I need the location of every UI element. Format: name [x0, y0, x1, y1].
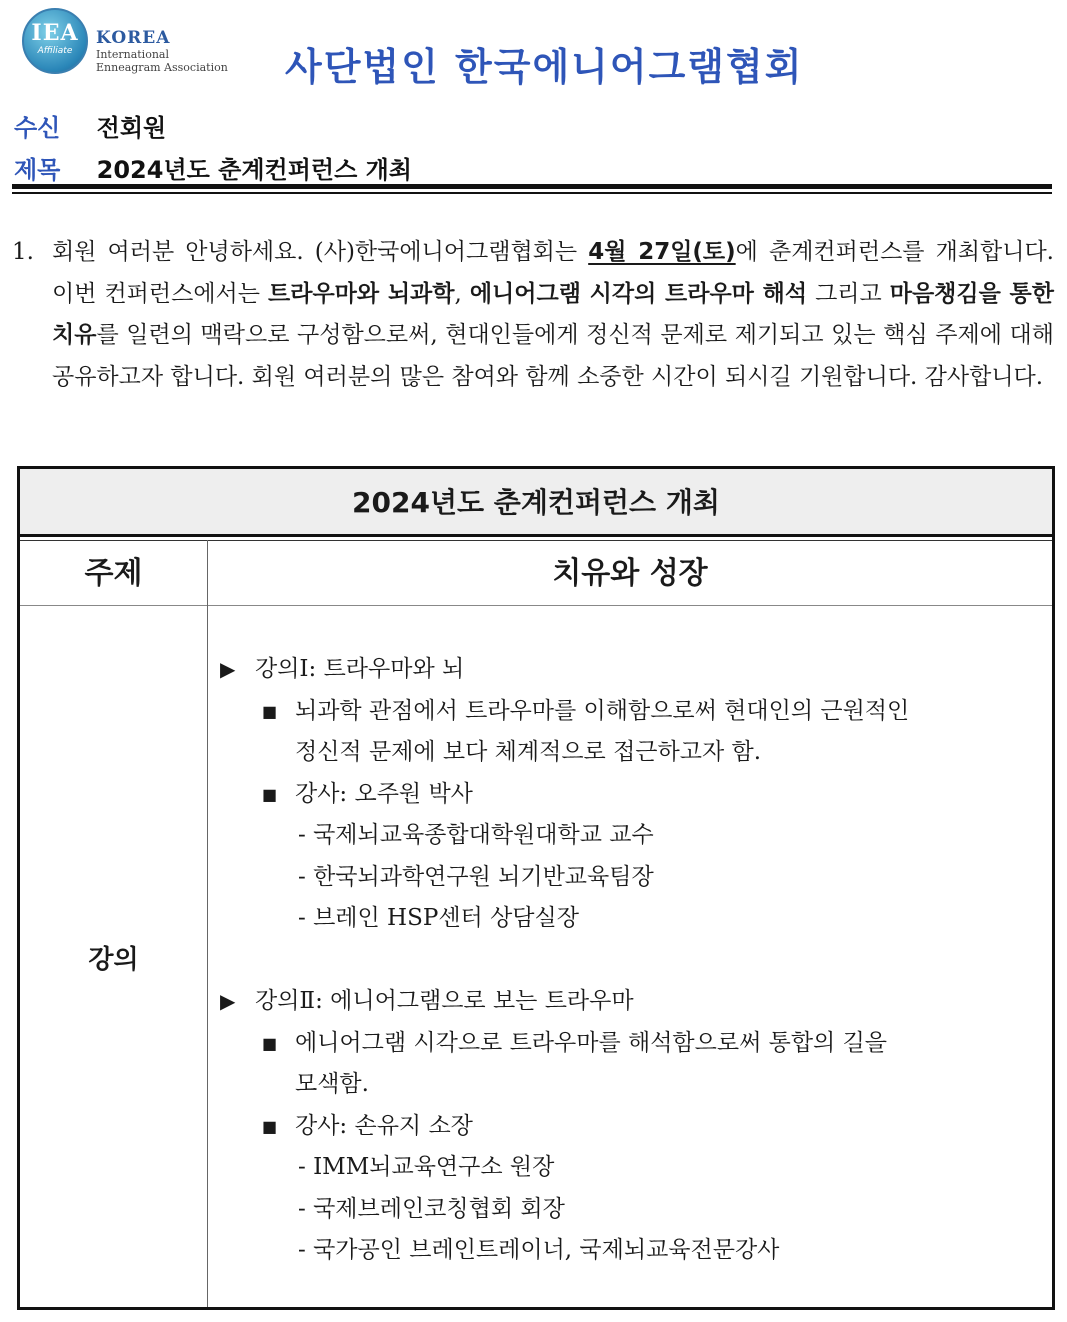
subject-value: 2024년도 춘계컨퍼런스 개최 [96, 156, 412, 184]
lecture-1-title: 강의Ⅰ: 트라우마와 뇌 [255, 656, 465, 682]
lecture-label: 강의 [88, 945, 139, 975]
lecture-title [220, 649, 1040, 691]
header-divider-thin [12, 192, 1052, 194]
lecture-title [220, 981, 1040, 1023]
recipient-label: 수신 [14, 114, 61, 142]
lecture-speaker [220, 774, 1040, 816]
subject-label: 제목 [14, 156, 61, 184]
letterhead [0, 0, 1067, 100]
lecture-content [220, 649, 1040, 1272]
paragraph-number: 1. [12, 239, 34, 265]
theme-row [20, 540, 1052, 606]
lecture-1-desc-2: 정신적 문제에 보다 체계적으로 접근하고자 함. [295, 739, 762, 765]
square-bullet-icon: ■ [262, 1033, 278, 1053]
credential-item: - 한국뇌과학연구원 뇌기반교육팀장 [298, 863, 654, 890]
lecture-desc [220, 691, 1040, 733]
credential-item: - 국가공인 브레인트레이너, 국제뇌교육전문강사 [298, 1237, 780, 1263]
credential-item: - 국제뇌교육종합대학원대학교 교수 [298, 822, 654, 848]
conference-table [17, 466, 1055, 1310]
intro-text-4: 그리고 [807, 280, 890, 307]
credential-item: - 국제브레인코칭협회 회장 [298, 1195, 565, 1222]
recipient-value: 전회원 [96, 114, 167, 142]
intro-text-3: , [454, 280, 470, 307]
theme-label: 주제 [84, 556, 143, 591]
theme-value: 치유와 성장 [552, 556, 708, 591]
lecture-1-desc-1: 뇌과학 관점에서 트라우마를 이해함으로써 현대인의 근원적인 [295, 697, 910, 724]
triangle-bullet-icon: ▶ [220, 989, 236, 1013]
lecture-1-speaker: 강사: 오주원 박사 [295, 780, 473, 807]
event-date: 4월 27일(토) [588, 239, 736, 265]
topic-3: 마음챙김을 통한 치유 [52, 280, 1054, 348]
logo-korea: KOREA [96, 28, 171, 48]
recipient-row [14, 108, 1054, 143]
lecture-speaker [220, 1106, 1040, 1148]
lecture-desc-cont [220, 1064, 1040, 1106]
lecture-2-desc-1: 에니어그램 시각으로 트라우마를 해석함으로써 통합의 길을 [295, 1029, 888, 1056]
intro-text-2: 에 춘계컨퍼런스를 개최합니다. 이번 컨퍼런스에서는 [52, 239, 1054, 307]
subject-row [14, 150, 1054, 185]
topic-2: 에니어그램 시각의 트라우마 해석 [469, 280, 808, 307]
spacer [220, 940, 1040, 982]
square-bullet-icon: ■ [262, 1116, 278, 1136]
credential-item: - 브레인 HSP센터 상담실장 [298, 905, 579, 931]
lecture-2-title: 강의Ⅱ: 에니어그램으로 보는 트라우마 [255, 988, 634, 1014]
intro-text-1: 회원 여러분 안녕하세요. (사)한국에니어그램협회는 [52, 239, 589, 265]
org-title: 사단법인 한국에니어그램협회 [285, 45, 804, 89]
intro-paragraph [12, 232, 1054, 398]
lecture-2-desc-2: 모색함. [295, 1071, 369, 1097]
logo-affiliate: Affiliate [37, 46, 73, 56]
triangle-bullet-icon: ▶ [220, 657, 236, 681]
lecture-desc [220, 1023, 1040, 1065]
intro-text-5: 를 일련의 맥락으로 구성함으로써, 현대인들에게 정신적 문제로 제기되고 있는 핵심 주제에 대해 공유하고자 합니다. 회원 여러분의 많은 참여와 함께 소중한 시간이 되시길 기원합니다. 감사합니다. [52, 322, 1054, 390]
iea-logo [22, 8, 232, 78]
logo-line1: International [96, 48, 169, 61]
column-divider [207, 540, 208, 1307]
square-bullet-icon: ■ [262, 701, 278, 721]
square-bullet-icon: ■ [262, 784, 278, 804]
lecture-desc-cont [220, 732, 1040, 774]
table-title: 2024년도 춘계컨퍼런스 개최 [20, 469, 1052, 537]
topic-1: 트라우마와 뇌과학 [268, 280, 455, 307]
credential-item: - IMM뇌교육연구소 원장 [298, 1154, 555, 1180]
header-divider-thick [12, 184, 1052, 189]
logo-line2: Enneagram Association [96, 61, 228, 74]
logo-mark: IEA [31, 20, 79, 46]
lecture-2-speaker: 강사: 손유지 소장 [295, 1112, 473, 1139]
